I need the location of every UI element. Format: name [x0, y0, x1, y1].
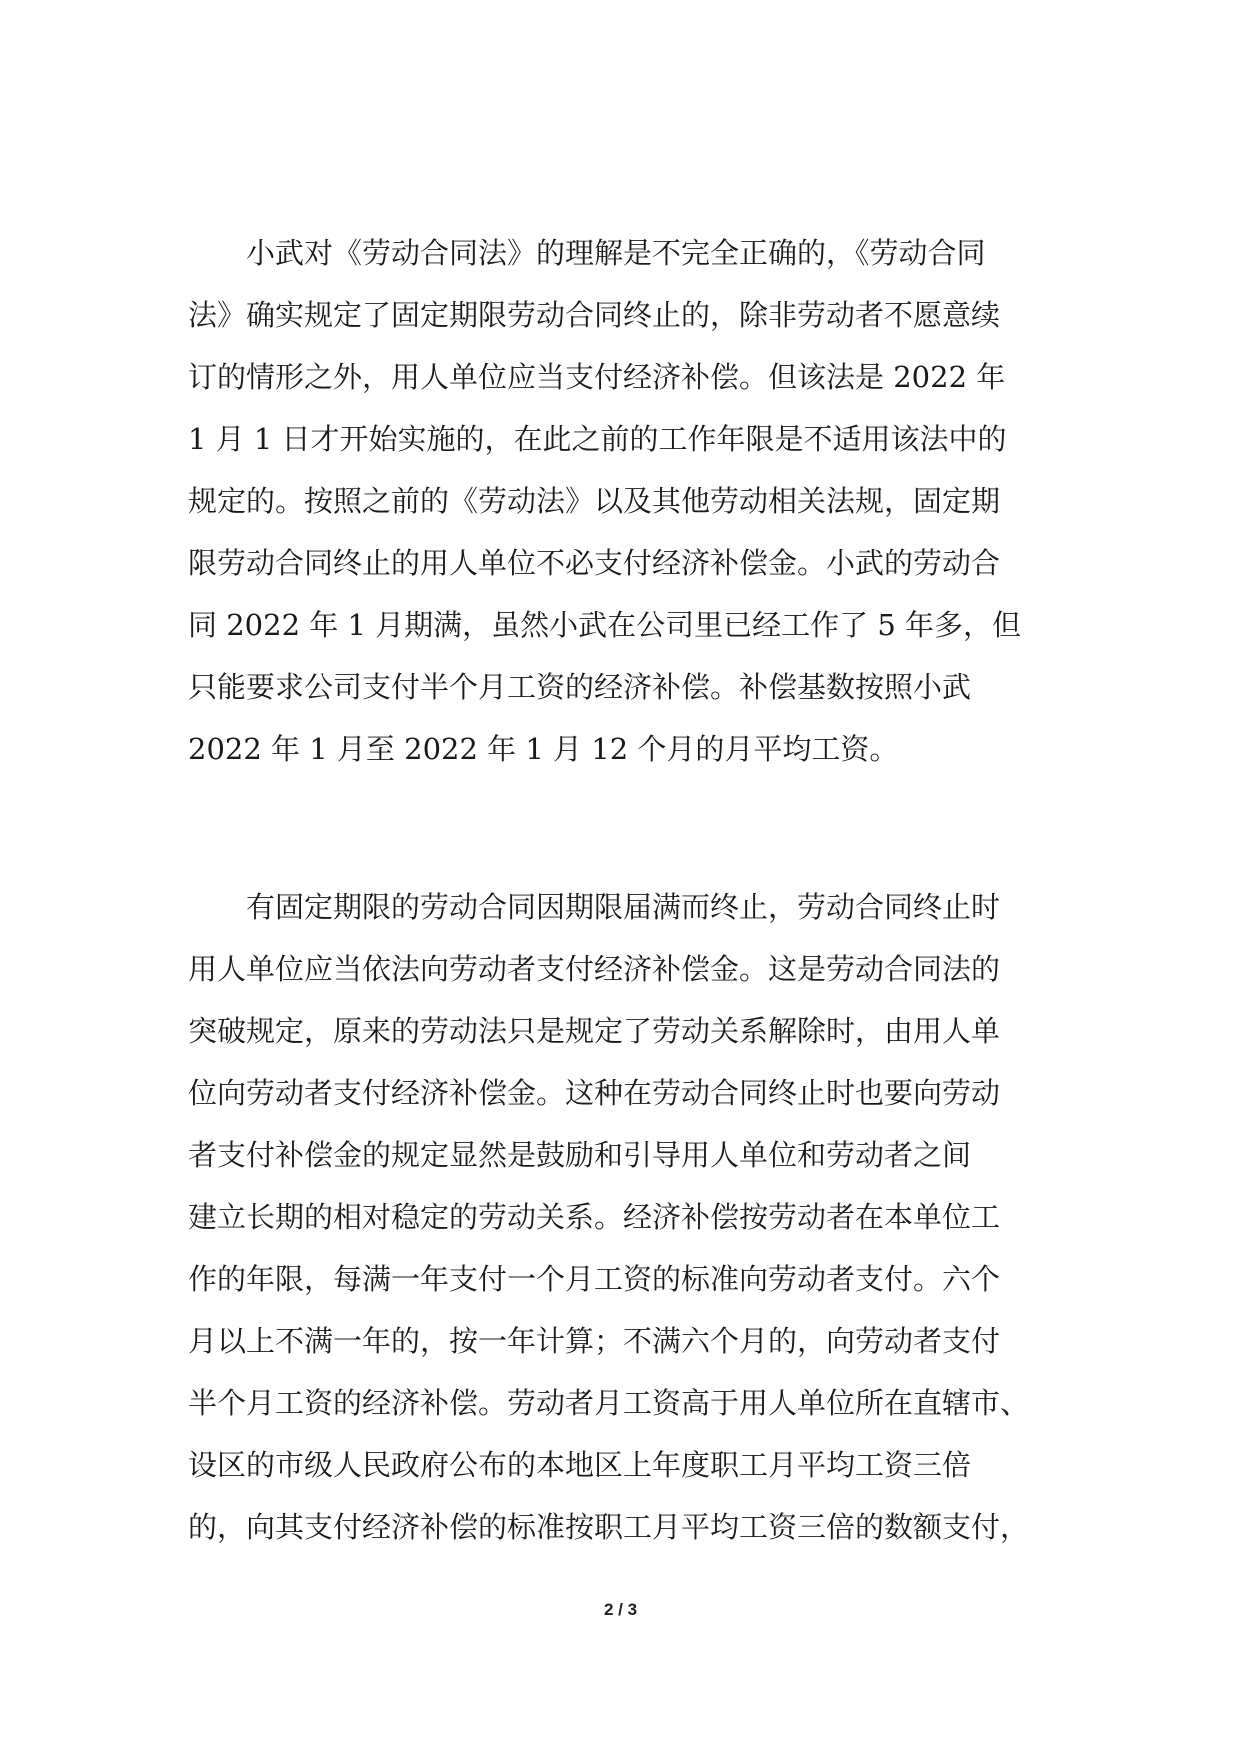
text-line: 建立长期的相对稳定的劳动关系。经济补偿按劳动者在本单位工	[188, 1200, 1001, 1234]
text-line: 用人单位应当依法向劳动者支付经济补偿金。这是劳动合同法的	[188, 952, 1001, 986]
text-line: 位向劳动者支付经济补偿金。这种在劳动合同终止时也要向劳动	[188, 1076, 1001, 1110]
text-line: 有固定期限的劳动合同因期限届满而终止，劳动合同终止时	[246, 890, 1001, 924]
text-line: 突破规定，原来的劳动法只是规定了劳动关系解除时，由用人单	[188, 1014, 1001, 1048]
text-line: 小武对《劳动合同法》的理解是不完全正确的，《劳动合同	[246, 236, 986, 270]
text-line: 规定的。按照之前的《劳动法》以及其他劳动相关法规，固定期	[188, 484, 1001, 518]
page-number: 2 / 3	[603, 1600, 638, 1619]
text-line: 的，向其支付经济补偿的标准按职工月平均工资三倍的数额支付，	[188, 1510, 1030, 1544]
text-line: 半个月工资的经济补偿。劳动者月工资高于用人单位所在直辖市、	[188, 1386, 1030, 1420]
text-line: 设区的市级人民政府公布的本地区上年度职工月平均工资三倍	[188, 1448, 972, 1482]
text-line: 1 月 1 日才开始实施的，在此之前的工作年限是不适用该法中的	[188, 422, 1007, 456]
paragraph-1	[188, 222, 1068, 780]
text-line: 2022 年 1 月至 2022 年 1 月 12 个月的月平均工资。	[188, 732, 899, 766]
text-line: 月以上不满一年的，按一年计算；不满六个月的，向劳动者支付	[188, 1324, 1001, 1358]
text-line: 作的年限，每满一年支付一个月工资的标准向劳动者支付。六个	[188, 1262, 1001, 1296]
text-line: 只能要求公司支付半个月工资的经济补偿。补偿基数按照小武	[188, 670, 972, 704]
paragraph-2	[188, 876, 1068, 1558]
text-line: 同 2022 年 1 月期满，虽然小武在公司里已经工作了 5 年多，但	[188, 608, 1022, 642]
text-line: 法》确实规定了固定期限劳动合同终止的，除非劳动者不愿意续	[188, 298, 1001, 332]
text-line: 限劳动合同终止的用人单位不必支付经济补偿金。小武的劳动合	[188, 546, 1001, 580]
text-line: 订的情形之外，用人单位应当支付经济补偿。但该法是 2022 年	[188, 360, 1006, 394]
text-line: 者支付补偿金的规定显然是鼓励和引导用人单位和劳动者之间	[188, 1138, 972, 1172]
